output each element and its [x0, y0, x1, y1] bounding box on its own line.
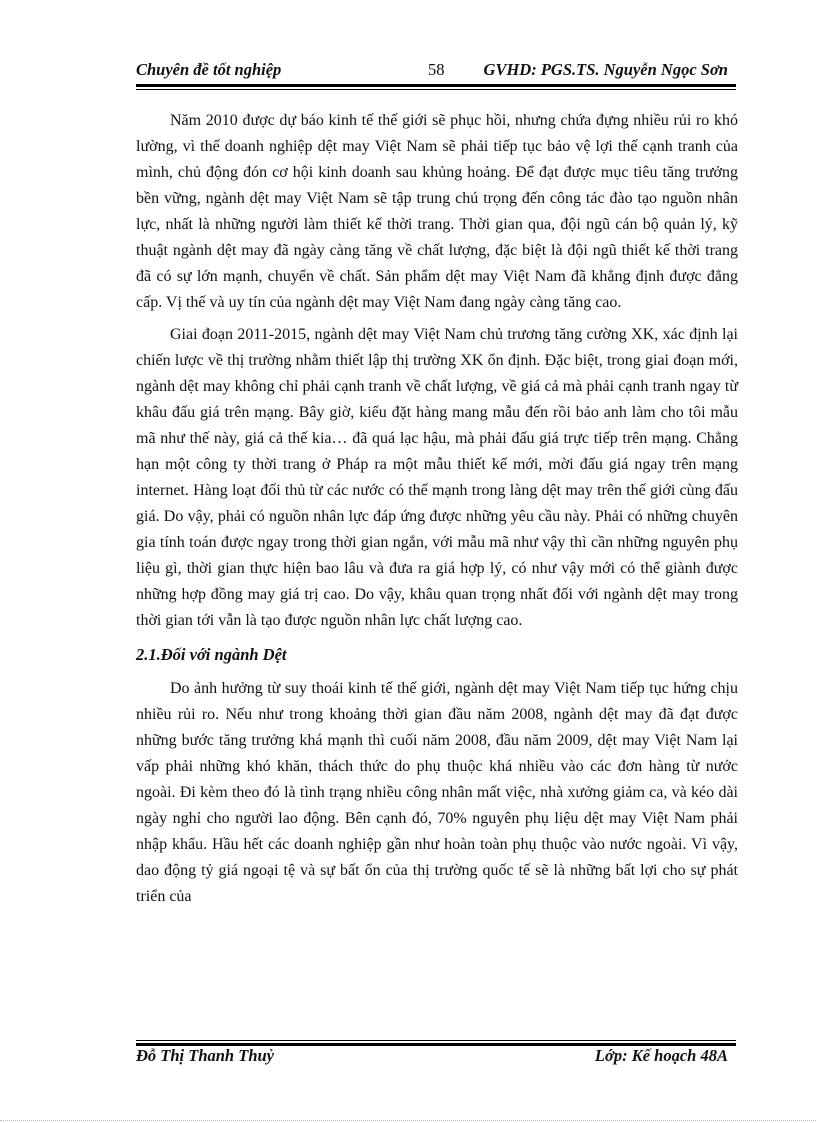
document-title: Chuyên đề tốt nghiệp	[136, 60, 282, 79]
author-name: Đỗ Thị Thanh Thuỷ	[136, 1046, 274, 1065]
page-edge-divider	[0, 1120, 816, 1121]
body-paragraph: Do ảnh hưởng từ suy thoái kinh tế thế giới, ngành dệt may Việt Nam tiếp tục hứng chịu nhiều rủi ro. Nếu như trong khoảng thời gian đầu năm 2008, ngành dệt may đã đạt được những bước tăng trưởng khá mạnh thì cuối năm 2008, đầu năm 2009, dệt may Việt Nam lại vấp phải những khó khăn, thách thức do phụ thuộc khá nhiều vào các đơn hàng từ nước ngoài. Đi kèm theo đó là tình trạng nhiều công nhân mất việc, nhà xưởng giảm ca, và kéo dài ngày nghỉ cho người lao động. Bên cạnh đó, 70% nguyên phụ liệu dệt may Việt Nam phải nhập khẩu. Hầu hết các doanh nghiệp gần như hoàn toàn phụ thuộc vào nước ngoài. Vì vậy, dao động tỷ giá ngoại tệ và sự bất ổn của thị trường quốc tế sẽ là những bất lợi cho sự phát triển của	[136, 680, 738, 905]
header-rule	[136, 84, 736, 90]
page-number: 58	[428, 60, 445, 79]
body-paragraph: Năm 2010 được dự báo kinh tế thế giới sẽ phục hồi, nhưng chứa đựng nhiều rủi ro khó lường, vì thế doanh nghiệp dệt may Việt Nam sẽ phải tiếp tục bảo vệ lợi thế cạnh tranh của mình, chủ động đón cơ hội kinh doanh sau khủng hoảng. Để đạt được mục tiêu tăng trưởng bền vững, ngành dệt may Việt Nam sẽ tập trung chú trọng đến công tác đào tạo nguồn nhân lực, nhất là những người làm thiết kế thời trang. Thời gian qua, đội ngũ cán bộ quản lý, kỹ thuật ngành dệt may đã ngày càng tăng về chất lượng, đặc biệt là đội ngũ thiết kế thời trang đã có sự lớn mạnh, chuyển về chất. Sản phẩm dệt may Việt Nam đã khẳng định được đẳng cấp. Vị thế và uy tín của ngành dệt may Việt Nam đang ngày càng tăng cao.	[136, 112, 738, 311]
page-footer	[136, 1046, 728, 1070]
page-header	[136, 60, 728, 84]
class-label: Lớp: Kế hoạch 48A	[594, 1046, 728, 1065]
body-paragraph: Giai đoạn 2011-2015, ngành dệt may Việt Nam chủ trương tăng cường XK, xác định lại chiến lược về thị trường nhằm thiết lập thị trường XK ổn định. Đặc biệt, trong giai đoạn mới, ngành dệt may không chỉ phải cạnh tranh về chất lượng, về giá cả mà phải cạnh tranh ngay từ khâu đấu giá trên mạng. Bây giờ, kiểu đặt hàng mang mẫu đến rồi bảo anh làm cho tôi mẫu mã như thế này, giá cả thế kia… đã quá lạc hậu, mà phải đấu giá trực tiếp trên mạng. Chẳng hạn một công ty thời trang ở Pháp ra một mẫu thiết kế mới, mời đấu giá ngay trên mạng internet. Hàng loạt đối thủ từ các nước có thế mạnh trong làng dệt may trên thế giới cùng đấu giá. Do vậy, phải có nguồn nhân lực đáp ứng được những yêu cầu này. Phải có những chuyên gia tính toán được ngay trong thời gian ngắn, với mẫu mã như vậy thì cần những nguyên phụ liệu gì, thời gian thực hiện bao lâu và đưa ra giá hợp lý, có như vậy mới có thể giành được những hợp đồng may giá trị cao. Do vậy, khâu quan trọng nhất đối với ngành dệt may trong thời gian tới vẫn là tạo được nguồn nhân lực chất lượng cao.	[136, 326, 738, 629]
supervisor-label: GVHD: PGS.TS. Nguyễn Ngọc Sơn	[483, 60, 728, 79]
section-heading: 2.1.Đối với ngành Dệt	[136, 645, 287, 664]
page-body	[136, 108, 738, 916]
